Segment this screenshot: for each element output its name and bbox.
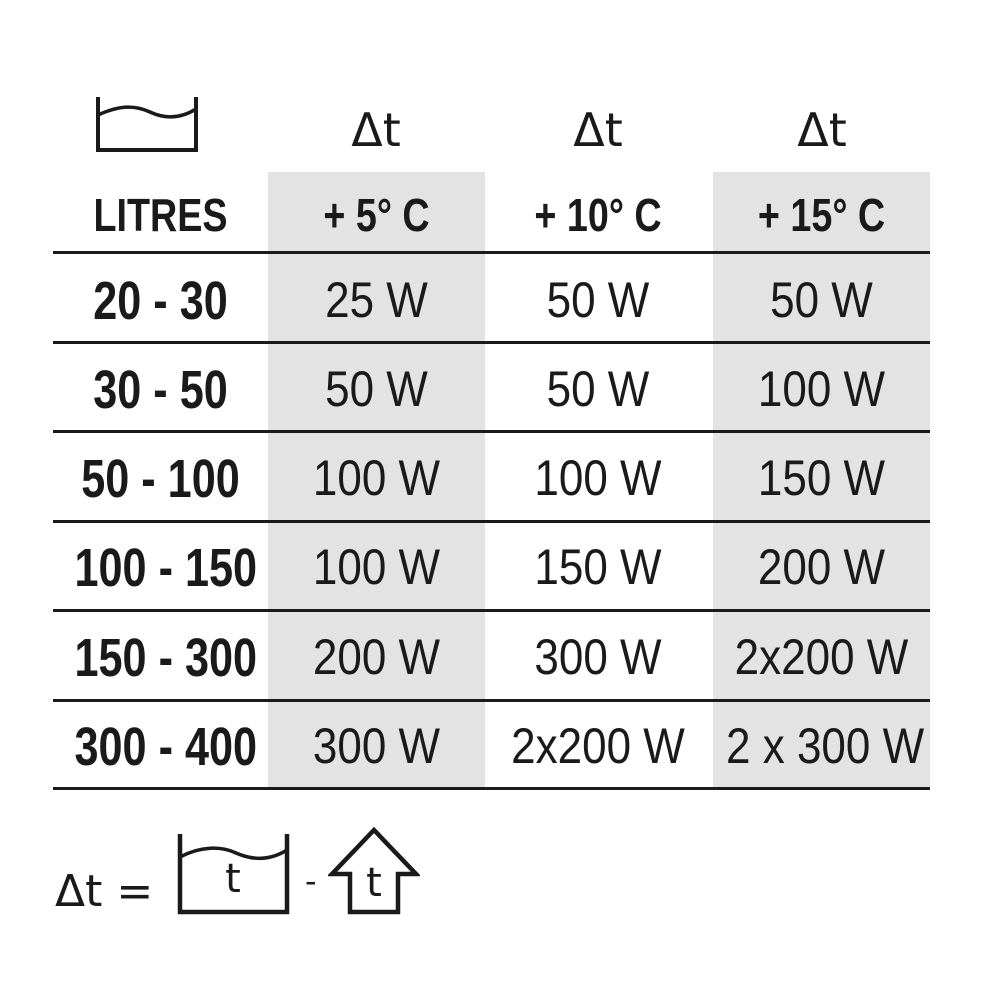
cell-5c: 25 W xyxy=(325,272,428,328)
table-rule xyxy=(53,787,930,790)
delta-t-label: Δt xyxy=(797,103,847,157)
cell-15c: 50 W xyxy=(770,272,873,328)
header-col-15c: + 15° C xyxy=(757,189,886,241)
table-rule xyxy=(53,609,930,612)
water-tank-icon xyxy=(95,95,200,153)
table-rule xyxy=(53,699,930,702)
header-col-10c: + 10° C xyxy=(534,189,662,241)
table-rule xyxy=(53,251,930,254)
cell-5c: 200 W xyxy=(312,629,441,685)
row-litres: 30 - 50 xyxy=(93,360,228,420)
row-litres: 20 - 30 xyxy=(93,271,228,331)
row-litres: 100 - 150 xyxy=(74,538,258,598)
cell-5c: 50 W xyxy=(325,361,428,417)
cell-10c: 50 W xyxy=(546,272,650,328)
house-temperature-var: t xyxy=(366,860,382,906)
formula-lhs: Δt = xyxy=(55,866,154,917)
tank-temperature-var: t xyxy=(225,856,241,902)
cell-15c: 2x200 W xyxy=(734,629,909,685)
cell-10c: 100 W xyxy=(534,450,662,506)
cell-10c: 50 W xyxy=(546,361,650,417)
cell-15c: 2 x 300 W xyxy=(726,718,925,774)
delta-t-label: Δt xyxy=(351,103,401,157)
cell-5c: 100 W xyxy=(312,450,441,506)
cell-15c: 100 W xyxy=(757,361,886,417)
cell-15c: 200 W xyxy=(757,539,886,595)
cell-5c: 100 W xyxy=(312,539,441,595)
table-rule xyxy=(53,430,930,433)
minus-sign: - xyxy=(305,862,317,900)
cell-10c: 2x200 W xyxy=(511,718,685,774)
row-litres: 50 - 100 xyxy=(81,449,240,509)
cell-5c: 300 W xyxy=(312,718,441,774)
cell-10c: 300 W xyxy=(534,629,662,685)
row-litres: 300 - 400 xyxy=(74,717,258,777)
header-litres: LITRES xyxy=(93,189,228,241)
delta-t-label: Δt xyxy=(573,103,623,157)
row-litres: 150 - 300 xyxy=(74,628,258,688)
cell-10c: 150 W xyxy=(534,539,662,595)
cell-15c: 150 W xyxy=(757,450,886,506)
table-rule xyxy=(53,520,930,523)
table-rule xyxy=(53,341,930,344)
header-col-5c: + 5° C xyxy=(323,189,430,241)
